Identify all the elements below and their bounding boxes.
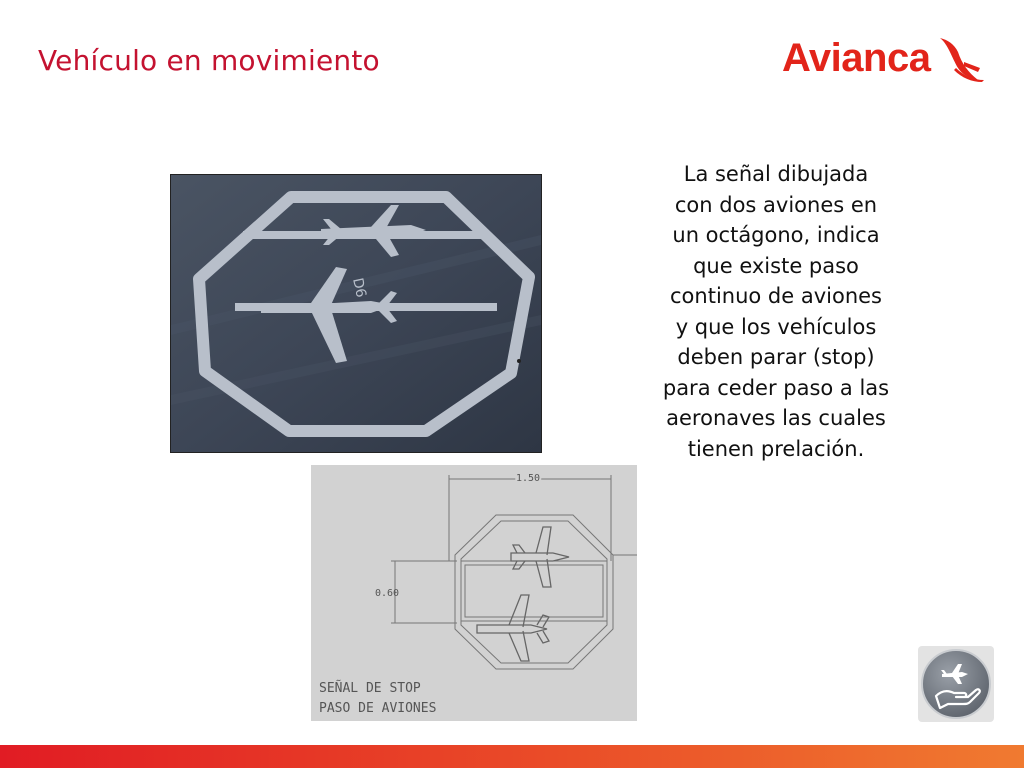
slide-title: Vehículo en movimiento (38, 44, 380, 77)
svg-text:D6: D6 (349, 276, 369, 300)
dimension-width-label: 1.50 (516, 473, 541, 484)
logo-text: Avianca (782, 36, 931, 80)
runway-sign-photo (170, 174, 542, 453)
footer-bar (0, 745, 1024, 768)
description-line: continuo de aviones (670, 284, 882, 308)
diagram-caption-line1: SEÑAL DE STOP (319, 681, 421, 696)
bird-wing-icon (934, 34, 986, 86)
stop-sign-diagram (311, 465, 637, 721)
description-text (626, 159, 926, 464)
description-line: y que los vehículos (675, 314, 877, 339)
airplane-hand-icon (918, 646, 994, 722)
description-line: para ceder paso a las (662, 375, 890, 400)
description-line: un octágono, indica (672, 223, 880, 247)
description-line: que existe paso (693, 253, 859, 278)
diagram-caption-line2: PASO DE AVIONES (319, 701, 437, 716)
dimension-height-label: 0.60 (375, 588, 400, 599)
description-line: con dos aviones en (674, 192, 878, 217)
description-line: La señal dibujada (683, 162, 869, 186)
description-line: tienen prelación. (687, 436, 865, 461)
avianca-logo (782, 34, 988, 86)
description-line: deben parar (stop) (677, 345, 875, 369)
description-line: aeronaves las cuales (666, 406, 886, 430)
